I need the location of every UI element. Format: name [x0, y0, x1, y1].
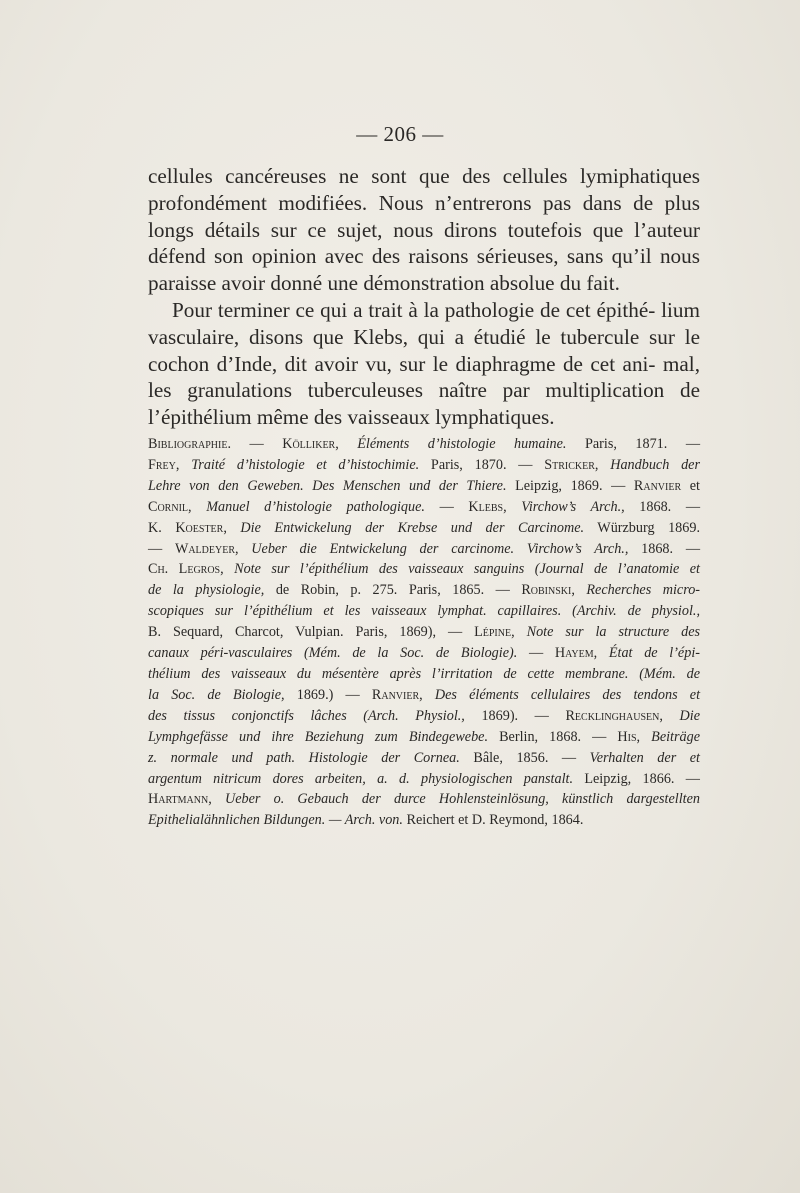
biblio-line: [148, 706, 700, 727]
biblio-author: Koester,: [175, 519, 227, 536]
biblio-text: —: [231, 436, 283, 452]
biblio-author: Ranvier,: [371, 686, 423, 703]
biblio-title: Des éléments cellulaires des tendons et: [434, 686, 701, 703]
biblio-line: [148, 685, 700, 706]
biblio-author: Cornil,: [148, 498, 192, 515]
biblio-author: Waldeyer,: [174, 540, 239, 557]
biblio-title: canaux péri-vasculaires (Mém. de la Soc. de Biologie).: [148, 645, 518, 662]
biblio-title: la Soc. de Biologie,: [148, 686, 285, 703]
biblio-text: 1868. —: [628, 540, 701, 557]
biblio-text: Reichert et D. Reymond, 1864.: [402, 812, 584, 829]
biblio-text: Leipzig, 1869. —: [506, 477, 634, 494]
biblio-text: de Robin, p. 275. Paris, 1865. —: [264, 582, 522, 599]
biblio-title: Note sur la structure des: [526, 624, 701, 641]
biblio-title: Beiträge: [651, 728, 701, 745]
biblio-title: de la physiologie,: [148, 582, 265, 599]
biblio-text: Paris, 1870. —: [419, 456, 545, 473]
biblio-author: Recklinghausen,: [565, 707, 663, 724]
bibliography: [148, 434, 700, 831]
biblio-line: [148, 810, 700, 831]
biblio-text: 1868. —: [624, 498, 701, 515]
biblio-author: Ch. Legros,: [148, 561, 224, 578]
biblio-line: [148, 559, 700, 580]
biblio-title: État de l’épi-: [608, 645, 700, 662]
biblio-title: Epithelialähnlichen Bildungen. — Arch. von.: [148, 812, 403, 829]
biblio-author: Kölliker,: [282, 436, 339, 452]
biblio-title: des tissus conjonctifs lâches (Arch. Physiol.,: [148, 707, 465, 724]
biblio-author: Klebs,: [468, 498, 507, 515]
biblio-text: B. Sequard, Charcot, Vulpian. Paris, 1869), —: [148, 624, 475, 641]
biblio-title: Recherches micro-: [586, 582, 701, 599]
biblio-title: z. normale und path. Histologie der Cornea.: [148, 749, 460, 766]
paragraph-1: cellules cancéreuses ne sont que des cellules lymiphatiques profondément modifiées. Nous n’entrerons pas dans de plus longs détails sur ce sujet, nous dirons toutefois que l’auteur défend son opinion avec des raisons sérieuses, sans qu’il nous paraisse avoir donné une démonstration absolue du fait.: [148, 164, 700, 296]
biblio-text: Bâle, 1856. —: [459, 749, 590, 766]
biblio-title: Traité d’histologie et d’histochimie.: [191, 456, 420, 473]
biblio-author: His,: [617, 728, 641, 745]
biblio-text: Würzburg 1869.: [584, 519, 700, 536]
biblio-heading: Bibliographie.: [148, 436, 232, 452]
biblio-text: —: [148, 540, 175, 557]
biblio-line: [148, 727, 700, 748]
biblio-text: —: [517, 645, 555, 662]
biblio-title: Ueber o. Gebauch der durce Hohlensteinlösung, künstlich dargestellten: [224, 791, 701, 808]
biblio-title: Verhalten der et: [589, 749, 700, 766]
biblio-title: Éléments d’histologie humaine.: [357, 436, 567, 452]
biblio-line: [148, 748, 700, 769]
biblio-author: Robinski,: [521, 582, 575, 599]
page-number: — 206 —: [356, 122, 444, 146]
biblio-text: Paris, 1871. —: [566, 436, 700, 452]
biblio-line: [148, 789, 700, 810]
biblio-author: Hartmann,: [148, 791, 212, 808]
biblio-text: —: [424, 498, 469, 515]
biblio-text: Leipzig, 1866. —: [573, 770, 700, 787]
biblio-title: Virchow’s Arch.,: [521, 498, 625, 515]
biblio-title: argentum nitricum dores arbeiten, a. d. physiologischen panstalt.: [148, 770, 574, 787]
paragraph-2: Pour terminer ce qui a trait à la pathologie de cet épithé- lium vasculaire, disons que Klebs, qui a étudié le tubercule sur le cochon d’Inde, dit avoir vu, sur le diaphragme de cet ani- mal, les granulations tuberculeuses naître par multiplication de l’épithélium même des vaisseaux lymphatiques.: [148, 297, 700, 430]
biblio-line: [148, 664, 700, 685]
biblio-title: Note sur l’épithélium des vaisseaux sanguins (Journal de l’anatomie et: [234, 561, 700, 578]
biblio-line: [148, 434, 700, 455]
biblio-line: [148, 622, 700, 643]
biblio-title: Ueber die Entwickelung der carcinome. Virchow’s Arch.,: [251, 540, 629, 557]
biblio-title: scopiques sur l’épithélium et les vaisseaux lymphat. capillaires. (Archiv. de physiol.,: [148, 603, 700, 620]
biblio-author: Stricker,: [544, 456, 599, 473]
biblio-title: Die: [679, 707, 700, 724]
biblio-author: Ranvier: [633, 477, 682, 494]
biblio-text: K.: [148, 519, 176, 536]
biblio-text: et: [681, 477, 700, 494]
biblio-title: Lehre von den Geweben. Des Menschen und der Thiere.: [148, 477, 507, 494]
biblio-line: [148, 455, 700, 476]
biblio-line: [148, 580, 700, 601]
body-text: [148, 163, 700, 431]
biblio-author: Hayem,: [554, 645, 598, 662]
biblio-line: [148, 601, 700, 622]
biblio-line: [148, 476, 700, 497]
biblio-author: Lépine,: [474, 624, 515, 641]
biblio-title: thélium des vaisseaux du mésentère après l’irritation de cette membrane. (Mém. de: [148, 665, 700, 682]
biblio-title: Die Entwickelung der Krebse und der Carcinome.: [240, 519, 585, 536]
biblio-line: [148, 497, 700, 518]
biblio-line: [148, 518, 700, 539]
biblio-text: 1869.) —: [284, 686, 372, 703]
biblio-title: Lymphgefässe und ihre Beziehung zum Bindegewebe.: [148, 728, 489, 745]
biblio-text: 1869). —: [464, 707, 566, 724]
biblio-line: [148, 539, 700, 560]
biblio-line: [148, 643, 700, 664]
biblio-title: Handbuch der: [610, 456, 700, 473]
biblio-line: [148, 769, 700, 790]
biblio-text: Berlin, 1868. —: [488, 728, 618, 745]
biblio-title: Manuel d’histologie pathologique.: [206, 498, 425, 515]
biblio-author: Frey,: [148, 456, 180, 473]
